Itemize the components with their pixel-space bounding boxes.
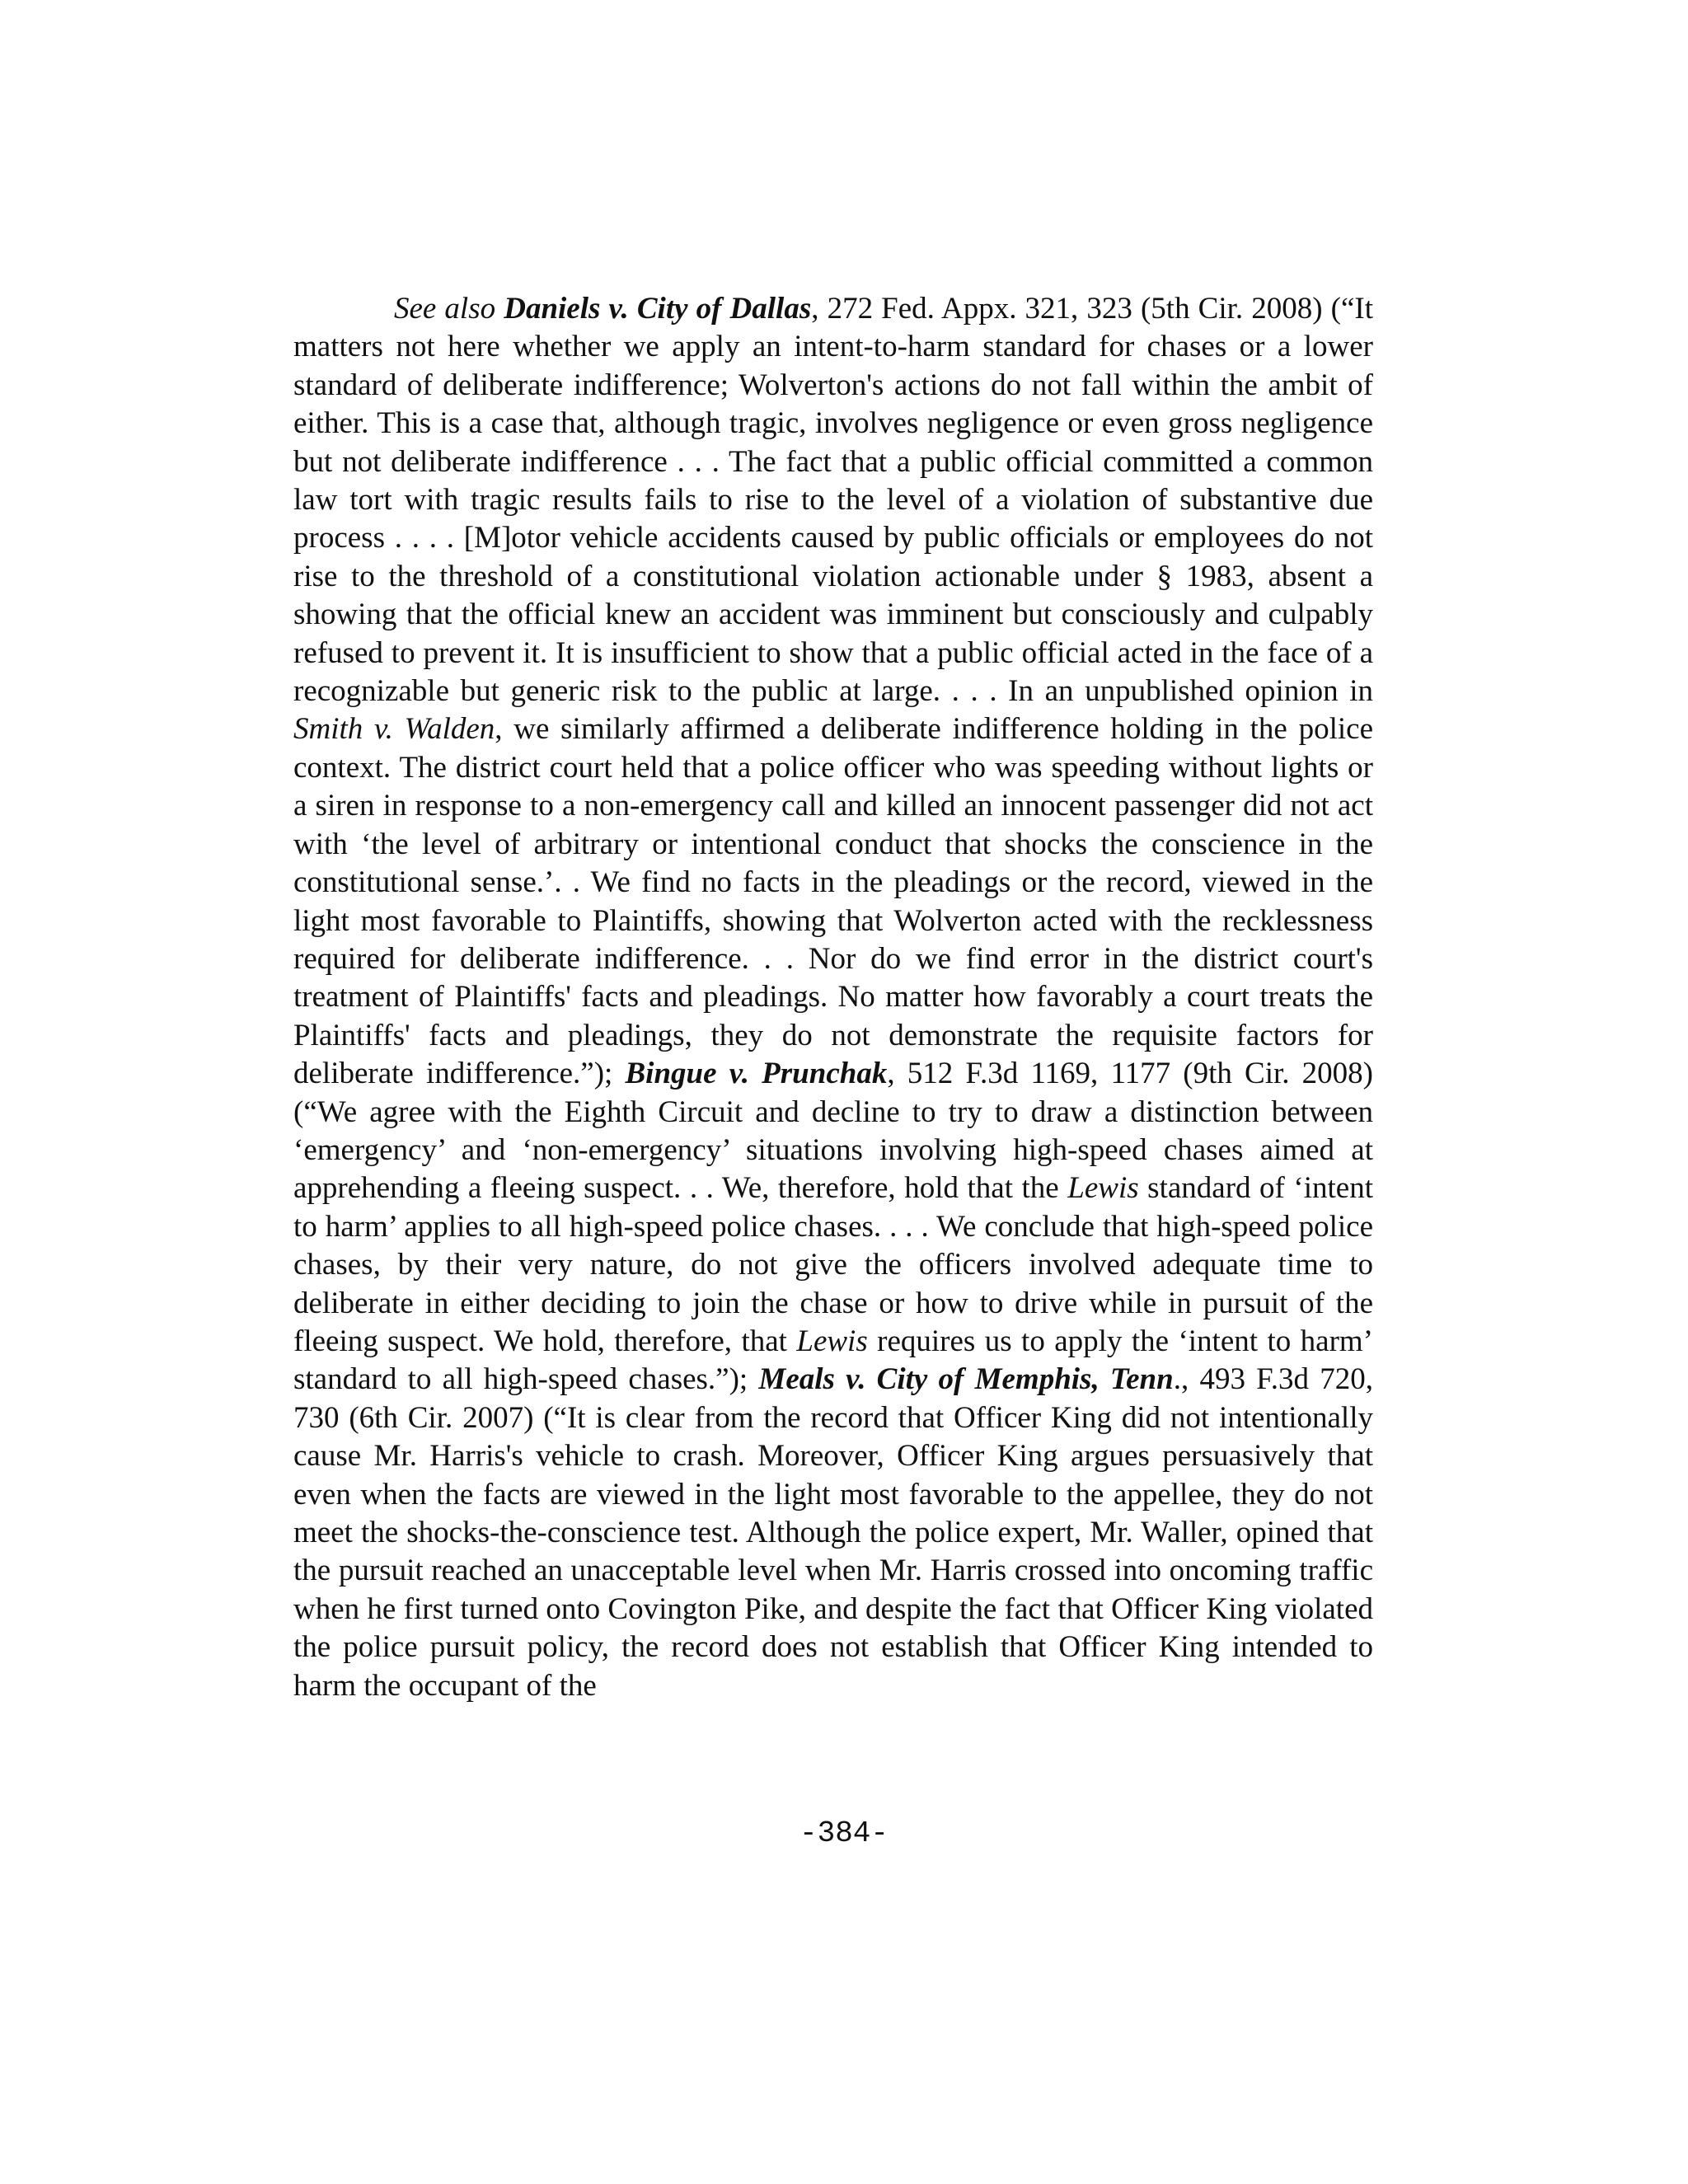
text-run: standard of ‘intent to harm’ applies to all high-speed police chases. . . . We conclude that high-speed police chases, by their very nature, do not give the officers involved adequate time to deliberate in either deciding to join the chase or how to drive while in pursuit of the fleeing suspect. We hold, therefore, that	[293, 1171, 1373, 1358]
case-name-daniels: Daniels v. City of Dallas	[504, 292, 812, 326]
signal-see-also: See also	[394, 292, 496, 326]
text-run: , we similarly affirmed a deliberate indifference holding in the police context. The district court held that a police officer who was speeding without lights or a siren in response to a non-emergency call and killed an innocent passenger did not act with ‘the level of arbitrary or intentional conduct that shocks the conscience in the constitutional sense.’. . We find no facts in the pleadings or the record, viewed in the light most favorable to Plaintiffs, showing that Wolverton acted with the recklessness required for deliberate indifference. . . Nor do we find error in the district court's treatment of Plaintiffs' facts and pleadings. No matter how favorably a court treats the Plaintiffs' facts and pleadings, they do not demonstrate the requisite factors for deliberate indifference.”);	[293, 712, 1373, 1091]
body-paragraph	[293, 290, 1373, 1705]
text-run: , 512 F.3d 1169, 1177 (9th Cir. 2008) (“We agree with the Eighth Circuit and decline to try to draw a distinction between ‘emergency’ and ‘non-emergency’ situations involving high-speed chases aimed at apprehending a fleeing suspect. . . We, therefore, hold that the	[293, 1057, 1374, 1206]
text-run: ., 493 F.3d 720, 730 (6th Cir. 2007) (“It is clear from the record that Officer King did not intentionally cause Mr. Harris's vehicle to crash. Moreover, Officer King argues persuasively that even when the facts are viewed in the light most favorable to the appellee, they do not meet the shocks-the-conscience test. Although the police expert, Mr. Waller, opined that the pursuit reached an unacceptable level when Mr. Harris crossed into oncoming traffic when he first turned onto Covington Pike, and despite the fact that Officer King violated the police pursuit policy, the record does not establish that Officer King intended to harm the occupant of the	[293, 1362, 1374, 1703]
text-run: , 272 Fed. Appx. 321, 323 (5th Cir. 2008) (“It matters not here whether we apply an intent-to-harm standard for chases or a lower standard of deliberate indifference; Wolverton's actions do not fall within the ambit of either. This is a case that, although tragic, involves negligence or even gross negligence but not deliberate indifference . . . The fact that a public official committed a common law tort with tragic results fails to rise to the level of a violation of substantive due process . . . . [M]otor vehicle accidents caused by public officials or employees do not rise to the threshold of a constitutional violation actionable under § 1983, absent a showing that the official knew an accident was imminent but consciously and culpably refused to prevent it. It is insufficient to show that a public official acted in the face of a recognizable but generic risk to the public at large. . . . In an unpublished opinion in	[293, 292, 1374, 709]
page-number: -384-	[799, 1816, 889, 1850]
case-name-bingue: Bingue v. Prunchak	[625, 1057, 888, 1091]
case-name-lewis: Lewis	[1067, 1171, 1139, 1206]
case-name-smith: Smith v. Walden	[293, 712, 495, 747]
case-name-meals: Meals v. City of Memphis, Tenn	[758, 1362, 1174, 1397]
text-run: requires us to apply the ‘intent to harm’ standard to all high-speed chases.”);	[293, 1324, 1373, 1397]
case-name-lewis: Lewis	[796, 1324, 868, 1358]
text-run	[495, 292, 504, 326]
